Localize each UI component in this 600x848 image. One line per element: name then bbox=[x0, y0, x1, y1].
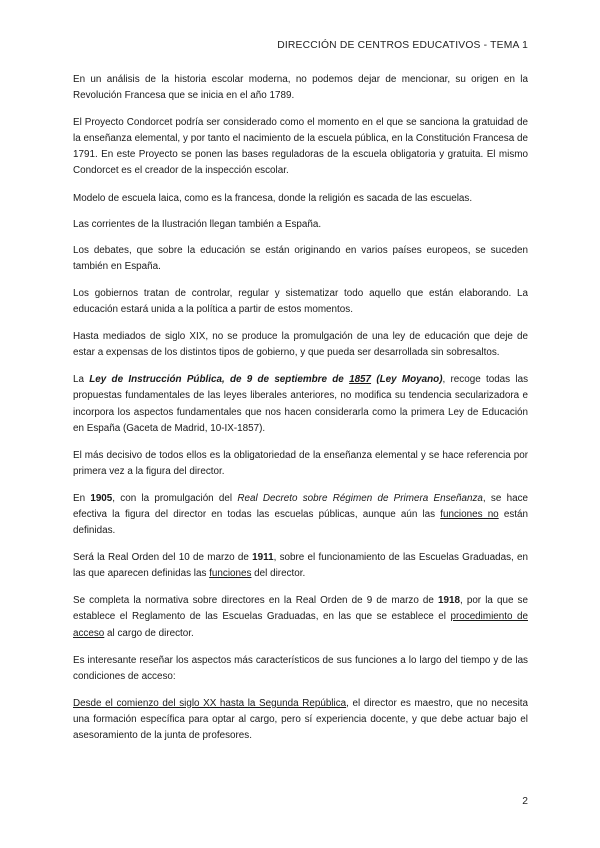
paragraph-french-revolution: En un análisis de la historia escolar moderna, no podemos dejar de mencionar, su origen en la Revolución Francesa que se inicia en el año 1789. bbox=[73, 74, 528, 102]
paragraph-1905 bbox=[73, 491, 528, 539]
text-segment: Se completa la normativa sobre directores en la Real Orden de 9 de marzo de bbox=[73, 595, 439, 607]
paragraph-debates: Los debates, que sobre la educación se están originando en varios países europeos, se suceden también en España. bbox=[73, 244, 528, 272]
year-1911: 1911 bbox=[252, 552, 274, 564]
text-segment: En bbox=[73, 492, 91, 504]
law-title: Ley de Instrucción Pública, de 9 de septiembre de bbox=[89, 374, 350, 386]
paragraph-nineteenth-century: Hasta mediados de siglo XIX, no se produce la promulgación de una ley de educación que deje de estar a expensas de los distintos tipos de gobierno, y que pueda ser desarrollada sin sobresaltos. bbox=[73, 331, 528, 359]
text-segment: La bbox=[73, 374, 90, 386]
year-1918: 1918 bbox=[438, 595, 460, 607]
text-segment: están definidas. bbox=[73, 508, 528, 537]
paragraph-ley-moyano bbox=[73, 372, 528, 436]
page-header: DIRECCIÓN DE CENTROS EDUCATIVOS - TEMA 1 bbox=[277, 40, 528, 51]
text-segment: Será la Real Orden del 10 de marzo de bbox=[73, 552, 253, 564]
document-body bbox=[73, 72, 528, 755]
law-year: 1857 bbox=[349, 374, 372, 386]
text-segment: , el director es maestro, que no necesita una formación específica para optar al cargo, pero sí experiencia docente, y que debe actuar bajo el asesoramiento de la junta de profesores. bbox=[73, 697, 528, 741]
paragraph-enlightenment: Las corrientes de la Ilustración llegan también a España. bbox=[73, 218, 322, 230]
underlined-functions: funciones no bbox=[440, 508, 499, 520]
paragraph-compulsory-education: El más decisivo de todos ellos es la obligatoriedad de la enseñanza elemental y se hace referencia por primera vez a la figura del director. bbox=[73, 449, 528, 477]
paragraph-1918 bbox=[73, 593, 528, 641]
paragraph-laic-school: Modelo de escuela laica, como es la francesa, donde la religión es sacada de las escuelas. bbox=[73, 192, 473, 204]
text-segment: del director. bbox=[251, 568, 306, 580]
decree-title: Real Decreto sobre Régimen de Primera Enseñanza bbox=[237, 492, 483, 504]
text-segment: , por la que se establece el Reglamento de las Escuelas Graduadas, en las que se establece el bbox=[73, 595, 528, 623]
law-name: (Ley Moyano) bbox=[371, 374, 443, 386]
text-segment: , se hace efectiva la figura del director en todas las escuelas públicas, aunque aún las bbox=[73, 492, 529, 520]
text-segment: , sobre el funcionamiento de las Escuelas Graduadas, en las que aparecen definidas las bbox=[73, 552, 528, 580]
text-segment: , con la promulgación del bbox=[112, 492, 238, 504]
text-segment: , recoge todas las propuestas fundamentales de las leyes liberales anteriores, no modifica su tendencia secularizadora e incorpora los aspectos fundamentales que nos hacen considerarla como la primera Ley de Educación en España (Gaceta de Madrid, 10-IX-1857). bbox=[73, 374, 529, 434]
paragraph-functions-overview: Es interesante reseñar los aspectos más característicos de sus funciones a lo largo del tiempo y de las condiciones de acceso: bbox=[73, 654, 528, 682]
year-1905: 1905 bbox=[90, 492, 113, 504]
paragraph-governments: Los gobiernos tratan de controlar, regular y sistematizar todo aquello que están elaborando. La educación estará unida a la política a partir de estos momentos. bbox=[73, 287, 528, 316]
paragraph-1911 bbox=[73, 550, 528, 582]
paragraph-twentieth-century bbox=[73, 696, 528, 744]
paragraph-condorcet: El Proyecto Condorcet podría ser considerado como el momento en el que se sanciona la gratuidad de la enseñanza elemental, y por tanto el nacimiento de la escuela pública, en la Constitución Francesa de 1791. En este Proyecto se ponen las bases reguladoras de la escuela obligatoria y gratuita. El mismo Condorcet es el creador de la inspección escolar. bbox=[73, 117, 528, 177]
underlined-access-procedure: procedimiento de acceso bbox=[73, 611, 528, 639]
underlined-functions: funciones bbox=[209, 568, 252, 580]
underlined-period: Desde el comienzo del siglo XX hasta la Segunda República bbox=[73, 697, 347, 709]
page-number: 2 bbox=[522, 796, 528, 807]
text-segment: al cargo de director. bbox=[104, 627, 194, 639]
